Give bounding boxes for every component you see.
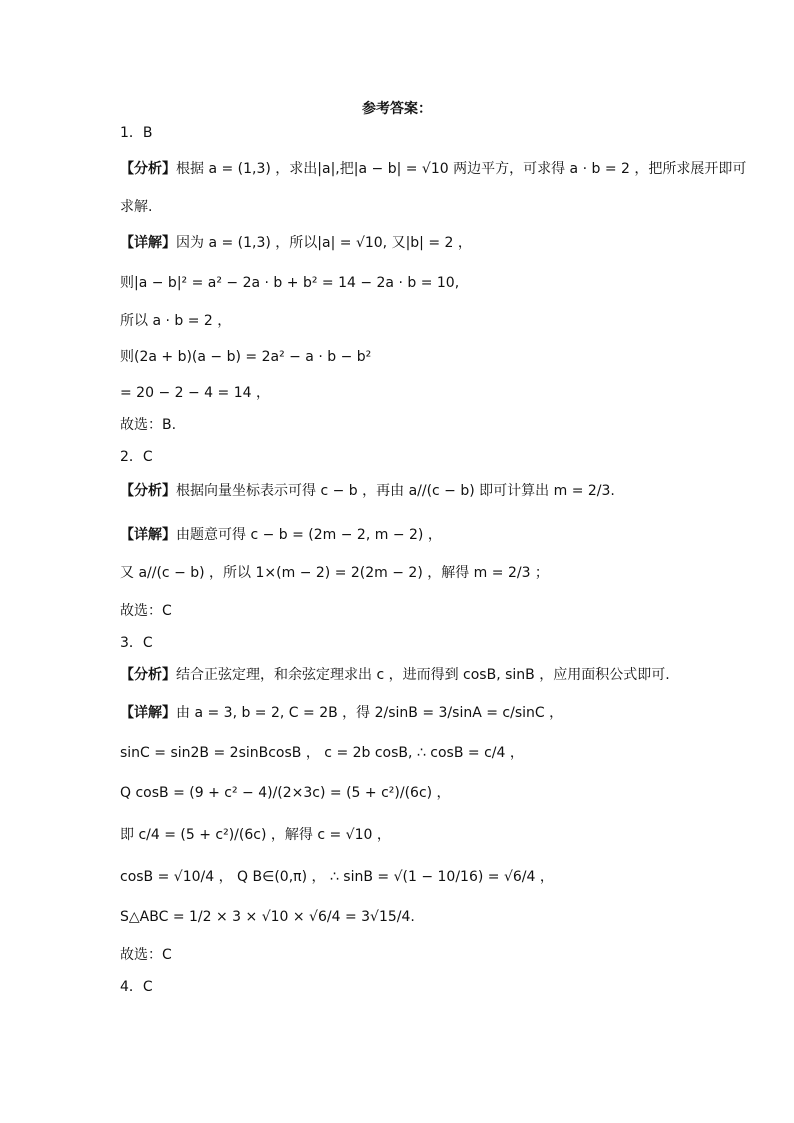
analysis-tag: 【分析】 [120,667,176,683]
q3-step: cosB = √10/4 ， Q B∈(0,π) ， ∴ sinB = √(1 − 10/16) = √6/4 ， [120,869,554,885]
q1-choice: 故选：B. [120,417,177,433]
q1-analysis [120,160,746,178]
detail-tag: 【详解】 [120,705,176,721]
q3-step: 即 c/4 = (5 + c²)/(6c) ，解得 c = √10 ， [120,827,391,843]
analysis-tag: 【分析】 [120,483,176,499]
q3-area-formula: S△ABC = 1/2 × 3 × √10 × √6/4 = 3√15/4. [120,909,415,925]
page-title: 参考答案： [362,101,432,117]
question-3-answer: 3．C [120,635,153,651]
q3-step: sinC = sin2B = 2sinBcosB ， c = 2b cosB, ∴ cosB = c/4 ， [120,745,524,761]
detail-tag: 【详解】 [120,235,176,251]
q1-step: 则|a − b|² = a² − 2a · b + b² = 14 − 2a · b = 10, [120,275,460,291]
q2-choice: 故选：C [120,603,172,619]
q3-detail: 【详解】由 a = 3, b = 2, C = 2B ，得 2/sinB = 3/sinA = c/sinC ， [120,705,564,721]
q2-step: 又 a//(c − b) ，所以 1×(m − 2) = 2(2m − 2) ，解得 m = 2/3 ； [120,565,549,581]
detail-tag: 【详解】 [120,527,176,543]
q1-analysis-cont: 求解. [120,199,153,215]
question-1-answer: 1．B [120,125,153,141]
question-4-answer: 4．C [120,979,153,995]
q1-step: 所以 a · b = 2 ， [120,313,232,329]
q3-step: Q cosB = (9 + c² − 4)/(2×3c) = (5 + c²)/(6c) ， [120,785,451,801]
q2-detail: 【详解】由题意可得 c − b = (2m − 2, m − 2) ， [120,527,442,543]
analysis-tag: 【分析】 [120,161,176,177]
question-2-answer: 2．C [120,449,153,465]
q1-step: = 20 − 2 − 4 = 14 ， [120,385,270,401]
q1-detail: 【详解】因为 a = (1,3) ，所以|a| = √10, 又|b| = 2 ， [120,235,472,251]
q3-choice: 故选：C [120,947,172,963]
q3-analysis: 【分析】结合正弦定理，和余弦定理求出 c ，进而得到 cosB, sinB ，应用面积公式即可. [120,667,670,683]
q1-step: 则(2a + b)(a − b) = 2a² − a · b − b² [120,349,372,365]
q2-analysis: 【分析】根据向量坐标表示可得 c − b ，再由 a//(c − b) 即可计算出 m = 2/3. [120,483,615,499]
analysis-text: 根据 a = (1,3) ，求出|a|,把|a − b| = √10 两边平方，可求得 a · b = 2 ，把所求展开即可 [176,161,747,177]
